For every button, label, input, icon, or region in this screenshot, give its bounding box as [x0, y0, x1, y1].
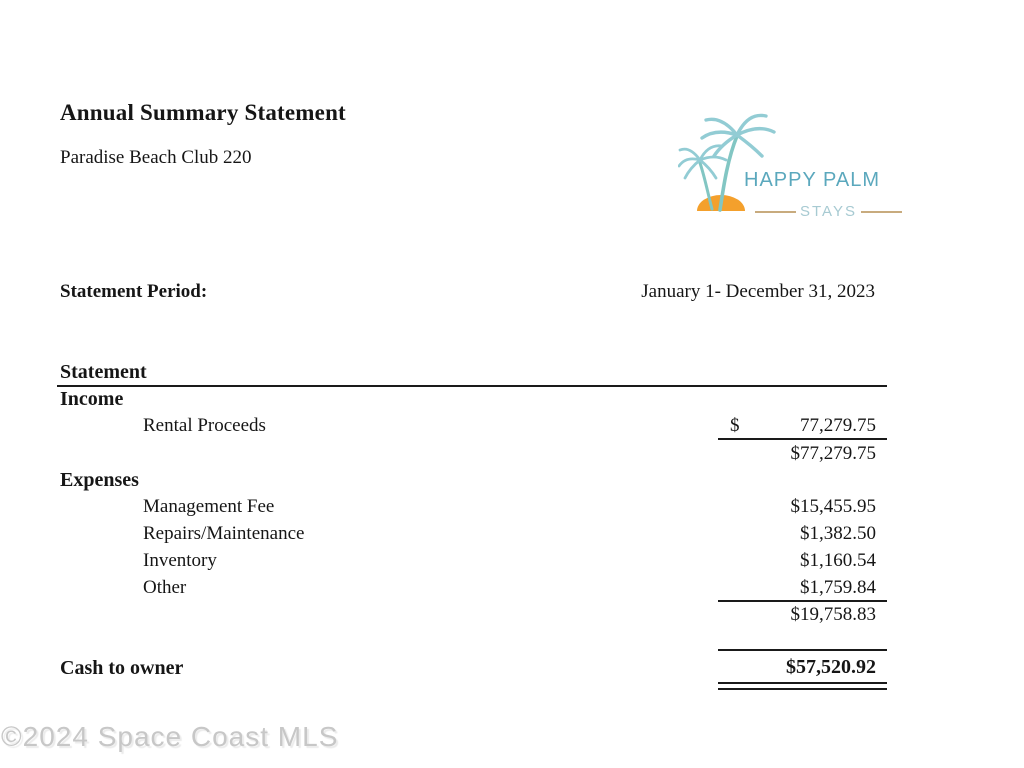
expenses-section-header [57, 469, 887, 496]
amount-cell [718, 443, 887, 468]
expense-row-repairs-maintenance [57, 523, 887, 550]
statement-header-label: Statement [60, 361, 147, 383]
expenses-subtotal-row [57, 604, 887, 631]
expense-row-other [57, 577, 887, 604]
total-rule-double-underline [718, 682, 887, 690]
expenses-subtotal: $19,758.83 [790, 604, 876, 625]
row-label: Inventory [143, 550, 217, 571]
happy-palm-logo [678, 108, 894, 222]
amount-cell [718, 604, 887, 629]
logo-brand-text: HAPPY PALM [744, 169, 880, 191]
total-label: Cash to owner [60, 657, 184, 679]
expenses-header-label: Expenses [60, 469, 139, 491]
palm-fronds-large [702, 115, 774, 156]
document-title: Annual Summary Statement [60, 100, 346, 125]
mls-watermark: ©2024 Space Coast MLS [1, 721, 339, 752]
expense-row-management-fee [57, 496, 887, 523]
amount-value: $1,382.50 [800, 523, 876, 544]
statement-period-row [57, 281, 887, 308]
statement-period-label: Statement Period: [60, 281, 208, 302]
row-label: Management Fee [143, 496, 275, 517]
statement-table-header [57, 361, 887, 387]
row-label: Other [143, 577, 187, 598]
amount-cell [718, 577, 887, 602]
amount-value: $1,759.84 [800, 577, 876, 598]
amount-value: $15,455.95 [790, 496, 876, 517]
logo-tagline-text: STAYS [800, 203, 857, 220]
amount-cell [718, 496, 887, 521]
income-header-label: Income [60, 388, 124, 410]
row-label: Rental Proceeds [143, 415, 266, 436]
income-row-rental-proceeds [57, 415, 887, 442]
amount-cell [718, 415, 887, 440]
income-subtotal: $77,279.75 [790, 443, 876, 464]
total-rule-top [718, 649, 887, 651]
amount-cell [718, 523, 887, 548]
amount-value: $1,160.54 [800, 550, 876, 571]
income-section-header [57, 388, 887, 415]
amount-value: 77,279.75 [800, 415, 876, 436]
tagline-rule-left [755, 211, 796, 213]
currency-symbol: $ [730, 415, 740, 436]
logo-tagline [755, 204, 902, 219]
expense-row-inventory [57, 550, 887, 577]
row-label: Repairs/Maintenance [143, 523, 305, 544]
total-amount: $57,520.92 [786, 656, 876, 678]
amount-cell [718, 550, 887, 575]
property-name: Paradise Beach Club 220 [60, 147, 252, 168]
income-subtotal-row [57, 443, 887, 470]
statement-period-value: January 1- December 31, 2023 [641, 281, 875, 302]
tagline-rule-right [861, 211, 902, 213]
